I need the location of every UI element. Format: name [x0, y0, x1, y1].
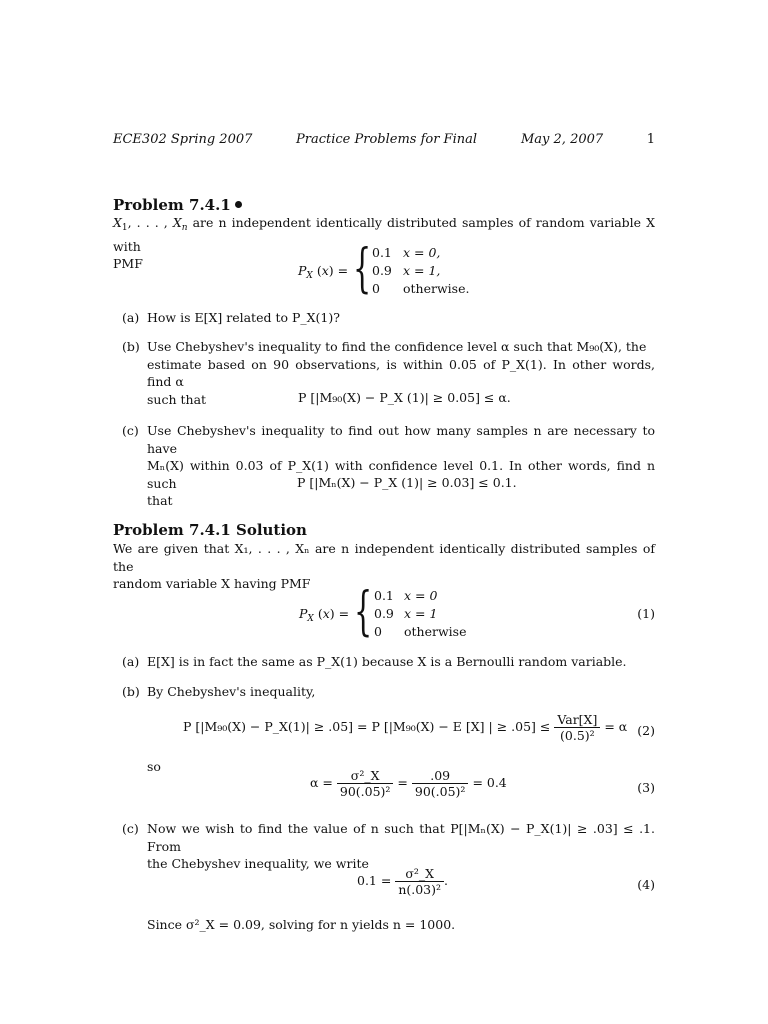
solution-intro-line1: We are given that X₁, . . . , Xₙ are n independent identically distributed samples of the — [113, 541, 655, 574]
header-title: Practice Problems for Final — [296, 132, 478, 147]
solution-part-b: (b) By Chebyshev's inequality, — [122, 684, 316, 699]
solution-part-a: (a) E[X] is in fact the same as P_X(1) because X is a Bernoulli random variable. — [122, 654, 627, 669]
equation-4: 0.1 = $\frac{\text{σ²\_X}}{\text{n(.03)²}}$ . — [357, 866, 448, 897]
so-text: so — [147, 759, 161, 774]
problem-intro-line2: PMF — [113, 256, 143, 271]
problem-heading: Problem 7.4.1 — [113, 196, 242, 214]
header-course: ECE302 Spring 2007 — [113, 132, 253, 147]
solution-intro-line2: random variable X having PMF — [113, 576, 311, 591]
equation-number-3: (3) — [637, 780, 655, 795]
equation-2: P [|M₉₀(X) − P_X(1)| ≥ .05] = P [|M₉₀(X) − E [X] | ≥ .05] ≤ $\frac{\text{Var[X]}}{\text{(0.5)²}}$ = α — [183, 712, 628, 743]
bullet-icon — [235, 201, 242, 208]
problem-b-equation: P [|M₉₀(X) − P_X (1)| ≥ 0.05] ≤ α. — [298, 390, 511, 405]
problem-intro: $X_1$, . . . , $X_n$ are n independent identically distributed samples of random variable X with PMF — [113, 215, 655, 271]
equation-number-2: (2) — [637, 723, 655, 738]
problem-intro-line1: are n independent identically distributed samples of random variable X with — [113, 215, 655, 254]
solution-intro — [113, 540, 655, 593]
equation-number-4: (4) — [637, 877, 655, 892]
pmf-row: 0.1 x = 0 — [374, 588, 438, 603]
header-page-number: 1 — [646, 132, 655, 147]
document-page: ECE302 Spring 2007 Practice Problems for Final May 2, 2007 1 Problem 7.4.1 $X_1$, . . . , $X_n$ are n independent identically distributed samples of random variable X with PMF $P_X$ (x) = { 0.1 x = 0, 0.9 x = 1, 0 otherwise. (a) How is E[X] related to P_X(1)? (b) Use Chebyshev's inequality to find the confidence level α such that M₉₀(X), the estimate based on 90 observations, is within 0.05 of P_X(1). In other words, find α such that P [|M₉₀(X) − P_X (1)| ≥ 0.05] ≤ α. (c) Use Chebyshev's inequality to find out how many samples n are necessary to have Mₙ(X) within 0.03 of P_X(1) with confidence level 0.1. In other words, find n such that P [|Mₙ(X) − P_X (1)| ≥ 0.03] ≤ 0.1. Problem 7.4.1 Solution We are given that X₁, . . . , Xₙ are n independent identically distributed samples of the random variable X having PMF $P_X$ (x) = { 0.1 x = 0 0.9 x = 1 0 otherwise (1) (a) E[X] is in fact the same as P_X(1) because X is a Bernoulli random variable. (b) By Chebyshev's inequality, P [|M₉₀(X) − P_X(1)| ≥ .05] = P [|M₉₀(X) − E [X] | ≥ .05] ≤ $\frac{\text{Var[X]}}{\text{(0.5)²}}$ = α (2) so α = $\frac{\text{σ²\_X}}{\text{90(.05)²}}$ = $\frac{.09}{\text{90(.05)²}}$ = 0.4 (3) (c) Now we wish to find the value of n such that P[|Mₙ(X) − P_X(1)| ≥ .03] ≤ .1. From the Chebyshev inequality, we write 0.1 = $\frac{\text{σ²\_X}}{\text{n(.03)²}}$ . (4) Since σ²_X = 0.09, solving for n yields n = 1000. — [113, 132, 655, 932]
problem-part-c: (c) Use Chebyshev's inequality to find out how many samples n are necessary to have Mₙ(X) within 0.03 of P_X(1) with confidence level 0.1. In other words, find n such that — [122, 423, 655, 508]
pmf-row: 0.9 x = 1 — [374, 606, 438, 621]
pmf-row: 0 otherwise — [374, 624, 467, 639]
solution-part-c: (c) Now we wish to find the value of n such that P[|Mₙ(X) − P_X(1)| ≥ .03] ≤ .1. From the Chebyshev inequality, we write — [122, 821, 655, 871]
equation-number-1: (1) — [637, 606, 655, 621]
solution-final: Since σ²_X = 0.09, solving for n yields n = 1000. — [147, 917, 456, 932]
problem-part-a: (a) How is E[X] related to P_X(1)? — [122, 310, 340, 325]
running-header — [113, 132, 655, 150]
equation-3: α = $\frac{\text{σ²\_X}}{\text{90(.05)²}}$ = $\frac{.09}{\text{90(.05)²}}$ = 0.4 — [310, 768, 507, 799]
pmf-row: 0.1 x = 0, — [372, 245, 441, 260]
solution-heading: Problem 7.4.1 Solution — [113, 521, 307, 539]
header-date: May 2, 2007 — [521, 132, 604, 147]
problem-c-equation: P [|Mₙ(X) − P_X (1)| ≥ 0.03] ≤ 0.1. — [297, 475, 517, 490]
pmf-row: 0 otherwise. — [372, 281, 470, 296]
pmf-row: 0.9 x = 1, — [372, 263, 441, 278]
problem-part-b: (b) Use Chebyshev's inequality to find the confidence level α such that M₉₀(X), the estimate based on 90 observations, is within 0.05 of P_X(1). In other words, find α such that — [122, 339, 655, 407]
